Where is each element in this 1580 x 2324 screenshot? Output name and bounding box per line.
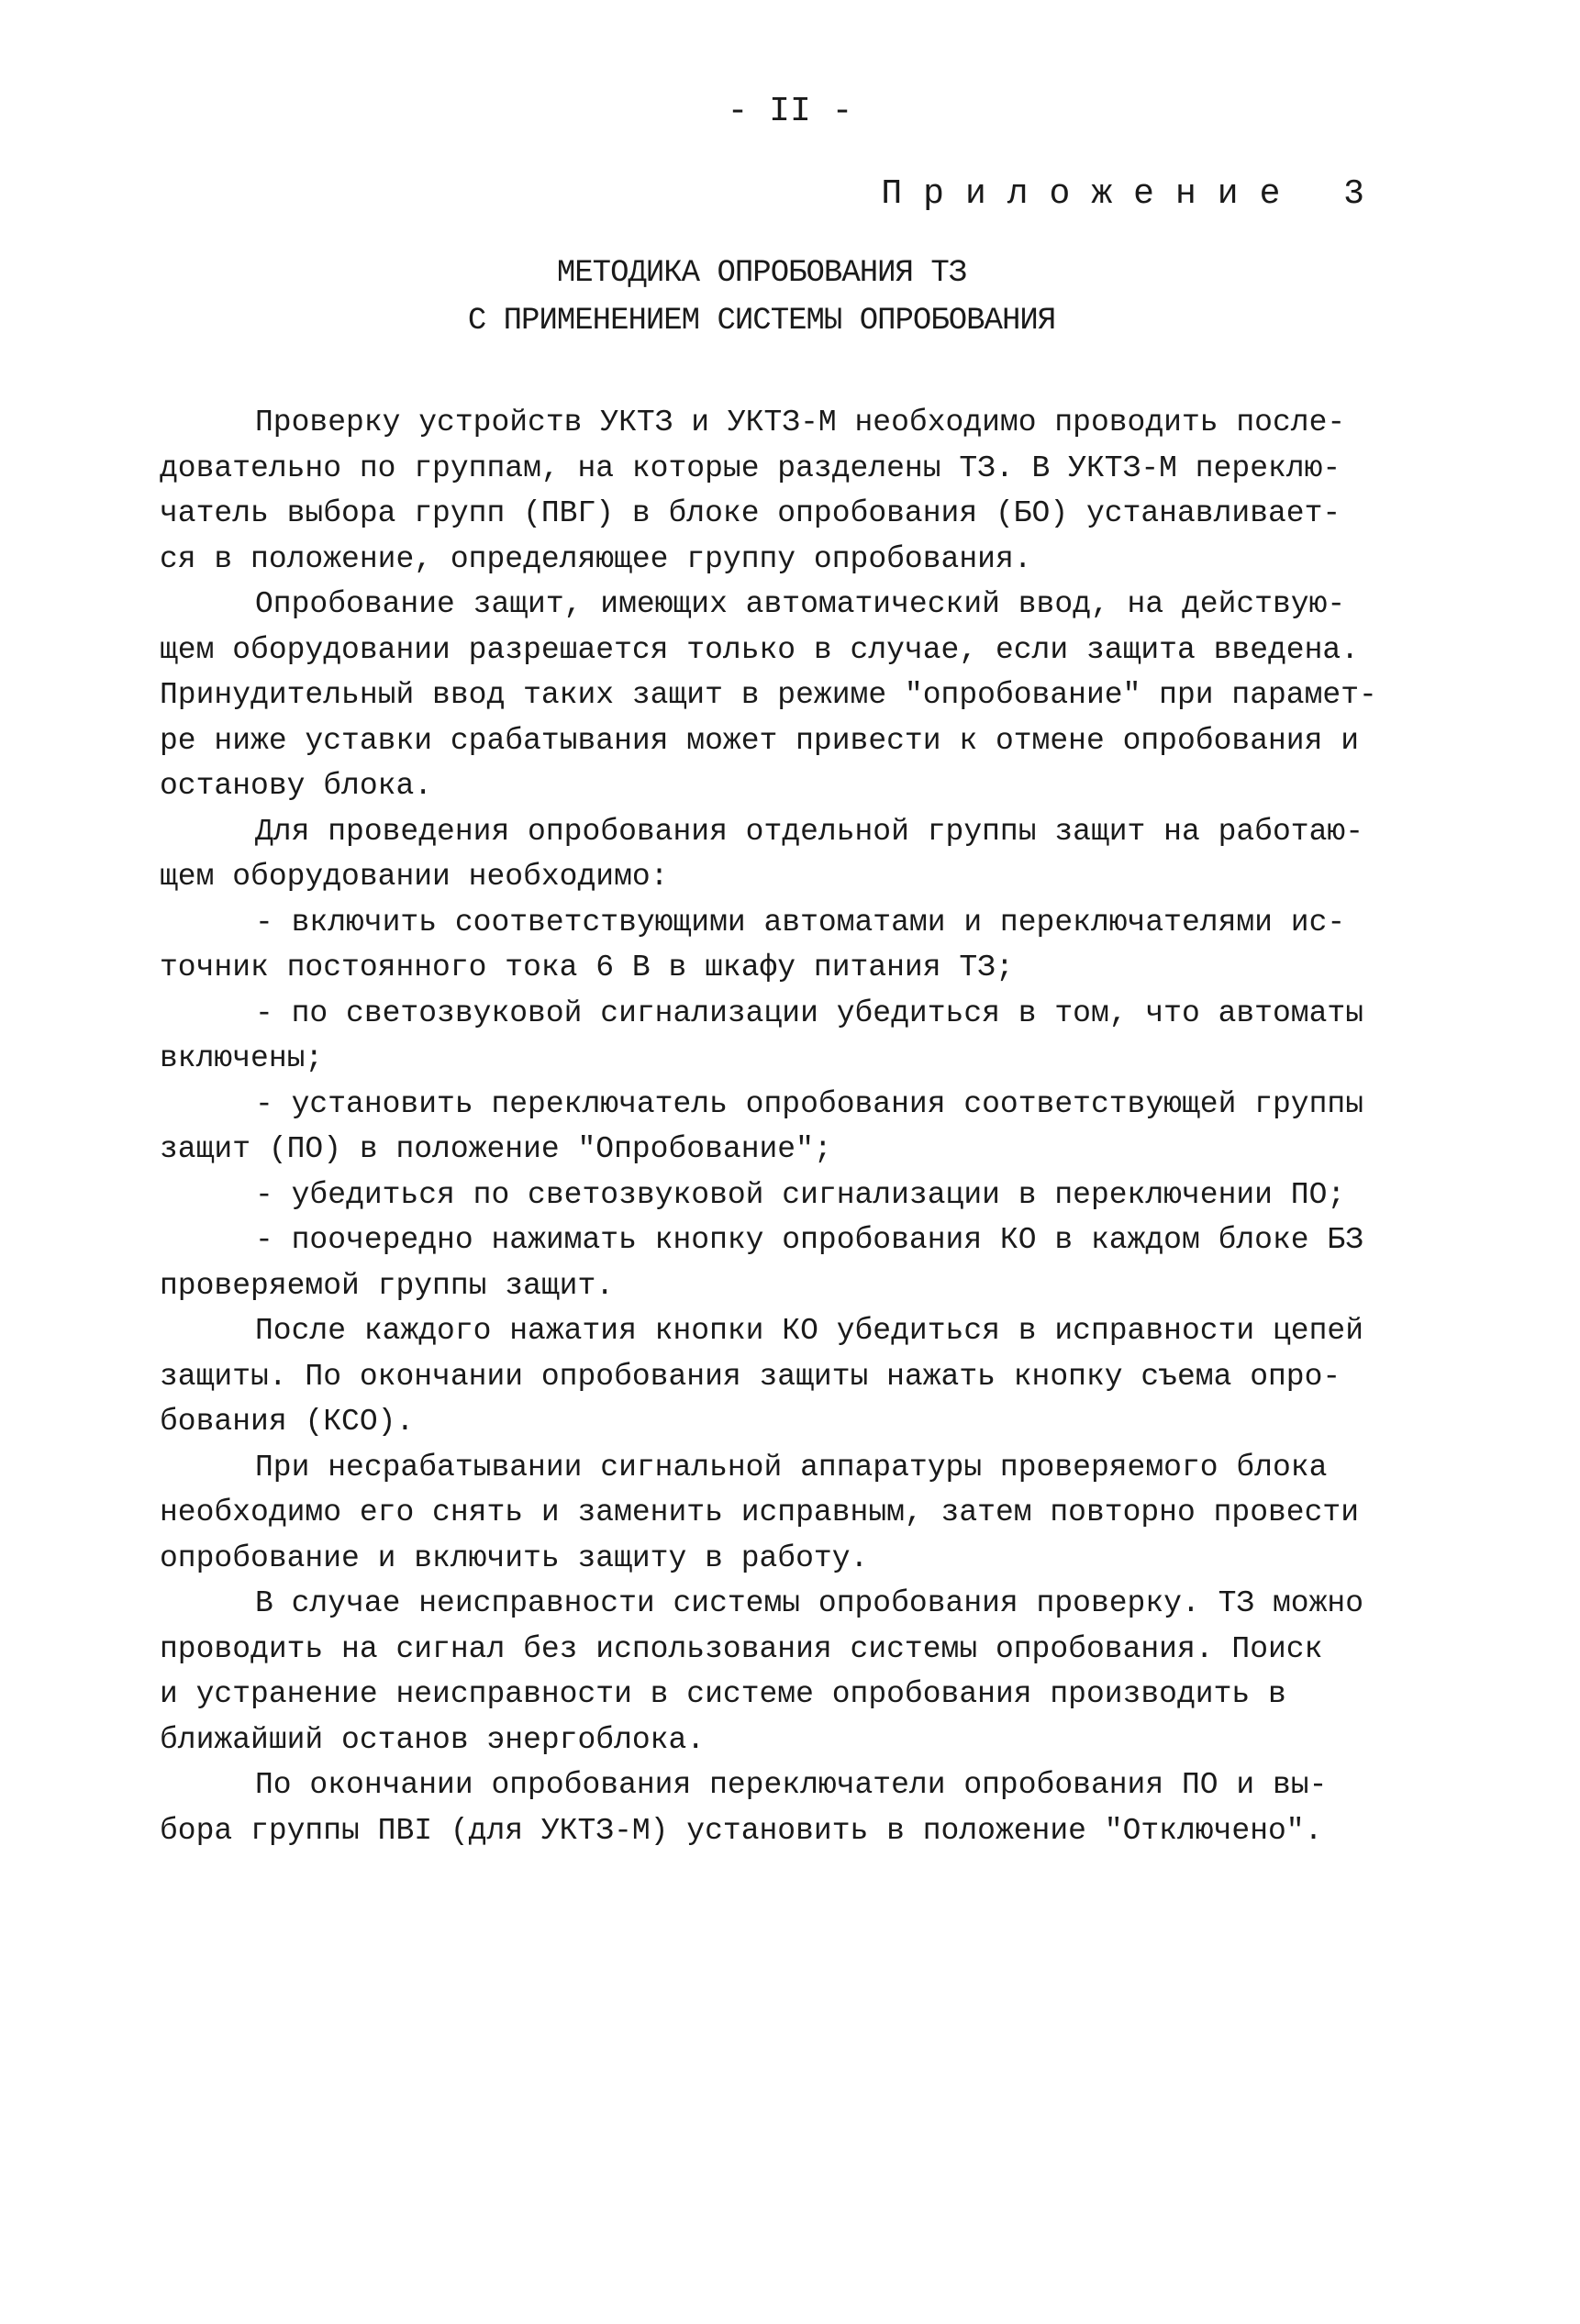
list-item-line: - убедиться по светозвуковой сигнализации в переключении ПО;: [255, 1177, 1346, 1212]
text-line: Опробование защит, имеющих автоматический ввод, на действую-: [255, 587, 1346, 621]
body-text: [160, 400, 1389, 1853]
list-item-line: - установить переключатель опробования соответствующей группы: [255, 1086, 1363, 1121]
text-line: После каждого нажатия кнопки КО убедиться в исправности цепей: [255, 1314, 1363, 1348]
text-line: точник постоянного тока 6 В в шкафу питания ТЗ;: [160, 951, 1014, 984]
text-line: ся в положение, определяющее группу опробования.: [160, 541, 1032, 576]
text-line: щем оборудовании необходимо:: [160, 860, 669, 894]
page-number: - II -: [727, 92, 853, 131]
appendix-label: Приложение 3: [881, 174, 1385, 214]
text-line: щем оборудовании разрешается только в случае, если защита введена.: [160, 632, 1360, 667]
text-line: бования (КСО).: [160, 1405, 415, 1439]
text-line: По окончании опробования переключатели опробования ПО и вы-: [255, 1768, 1328, 1802]
list-item-line: - по светозвуковой сигнализации убедиться в том, что автоматы: [255, 995, 1363, 1030]
text-line: останову блока.: [160, 769, 433, 803]
document-title: [0, 250, 1523, 345]
text-line: В случае неисправности системы опробования проверку. ТЗ можно: [255, 1586, 1363, 1620]
text-line: ближайший останов энергоблока.: [160, 1722, 706, 1757]
text-line: и устранение неисправности в системе опробования производить в: [160, 1677, 1286, 1711]
text-line: защит (ПО) в положение "Опробование";: [160, 1132, 832, 1166]
text-line: включены;: [160, 1041, 324, 1075]
text-line: бора группы ПВI (для УКТЗ-М) установить в положение "Отключено".: [160, 1813, 1323, 1848]
list-item-line: - поочередно нажимать кнопку опробования КО в каждом блоке БЗ: [255, 1223, 1363, 1257]
title-line: С ПРИМЕНЕНИЕМ СИСТЕМЫ ОПРОБОВАНИЯ: [467, 304, 1056, 339]
text-line: довательно по группам, на которые разделены ТЗ. В УКТЗ-М переклю-: [160, 450, 1341, 485]
text-line: Принудительный ввод таких защит в режиме "опробование" при парамет-: [160, 678, 1377, 712]
text-line: Для проведения опробования отдельной группы защит на работаю-: [255, 814, 1363, 849]
text-line: Проверку устройств УКТЗ и УКТЗ-М необходимо проводить после-: [255, 406, 1346, 439]
list-item-line: - включить соответствующими автоматами и переключателями ис-: [255, 905, 1346, 940]
text-line: ре ниже уставки срабатывания может привести к отмене опробования и: [160, 723, 1360, 758]
text-line: проводить на сигнал без использования системы опробования. Поиск: [160, 1631, 1323, 1666]
title-line: МЕТОДИКА ОПРОБОВАНИЯ ТЗ: [556, 256, 967, 291]
text-line: При несрабатывании сигнальной аппаратуры проверяемого блока: [255, 1450, 1328, 1484]
text-line: необходимо его снять и заменить исправным, затем повторно провести: [160, 1496, 1360, 1529]
text-line: чатель выбора групп (ПВГ) в блоке опробования (БО) устанавливает-: [160, 496, 1341, 530]
text-line: проверяемой группы защит.: [160, 1268, 615, 1303]
text-line: защиты. По окончании опробования защиты нажать кнопку съема опро-: [160, 1359, 1341, 1394]
text-line: опробование и включить защиту в работу.: [160, 1540, 869, 1575]
